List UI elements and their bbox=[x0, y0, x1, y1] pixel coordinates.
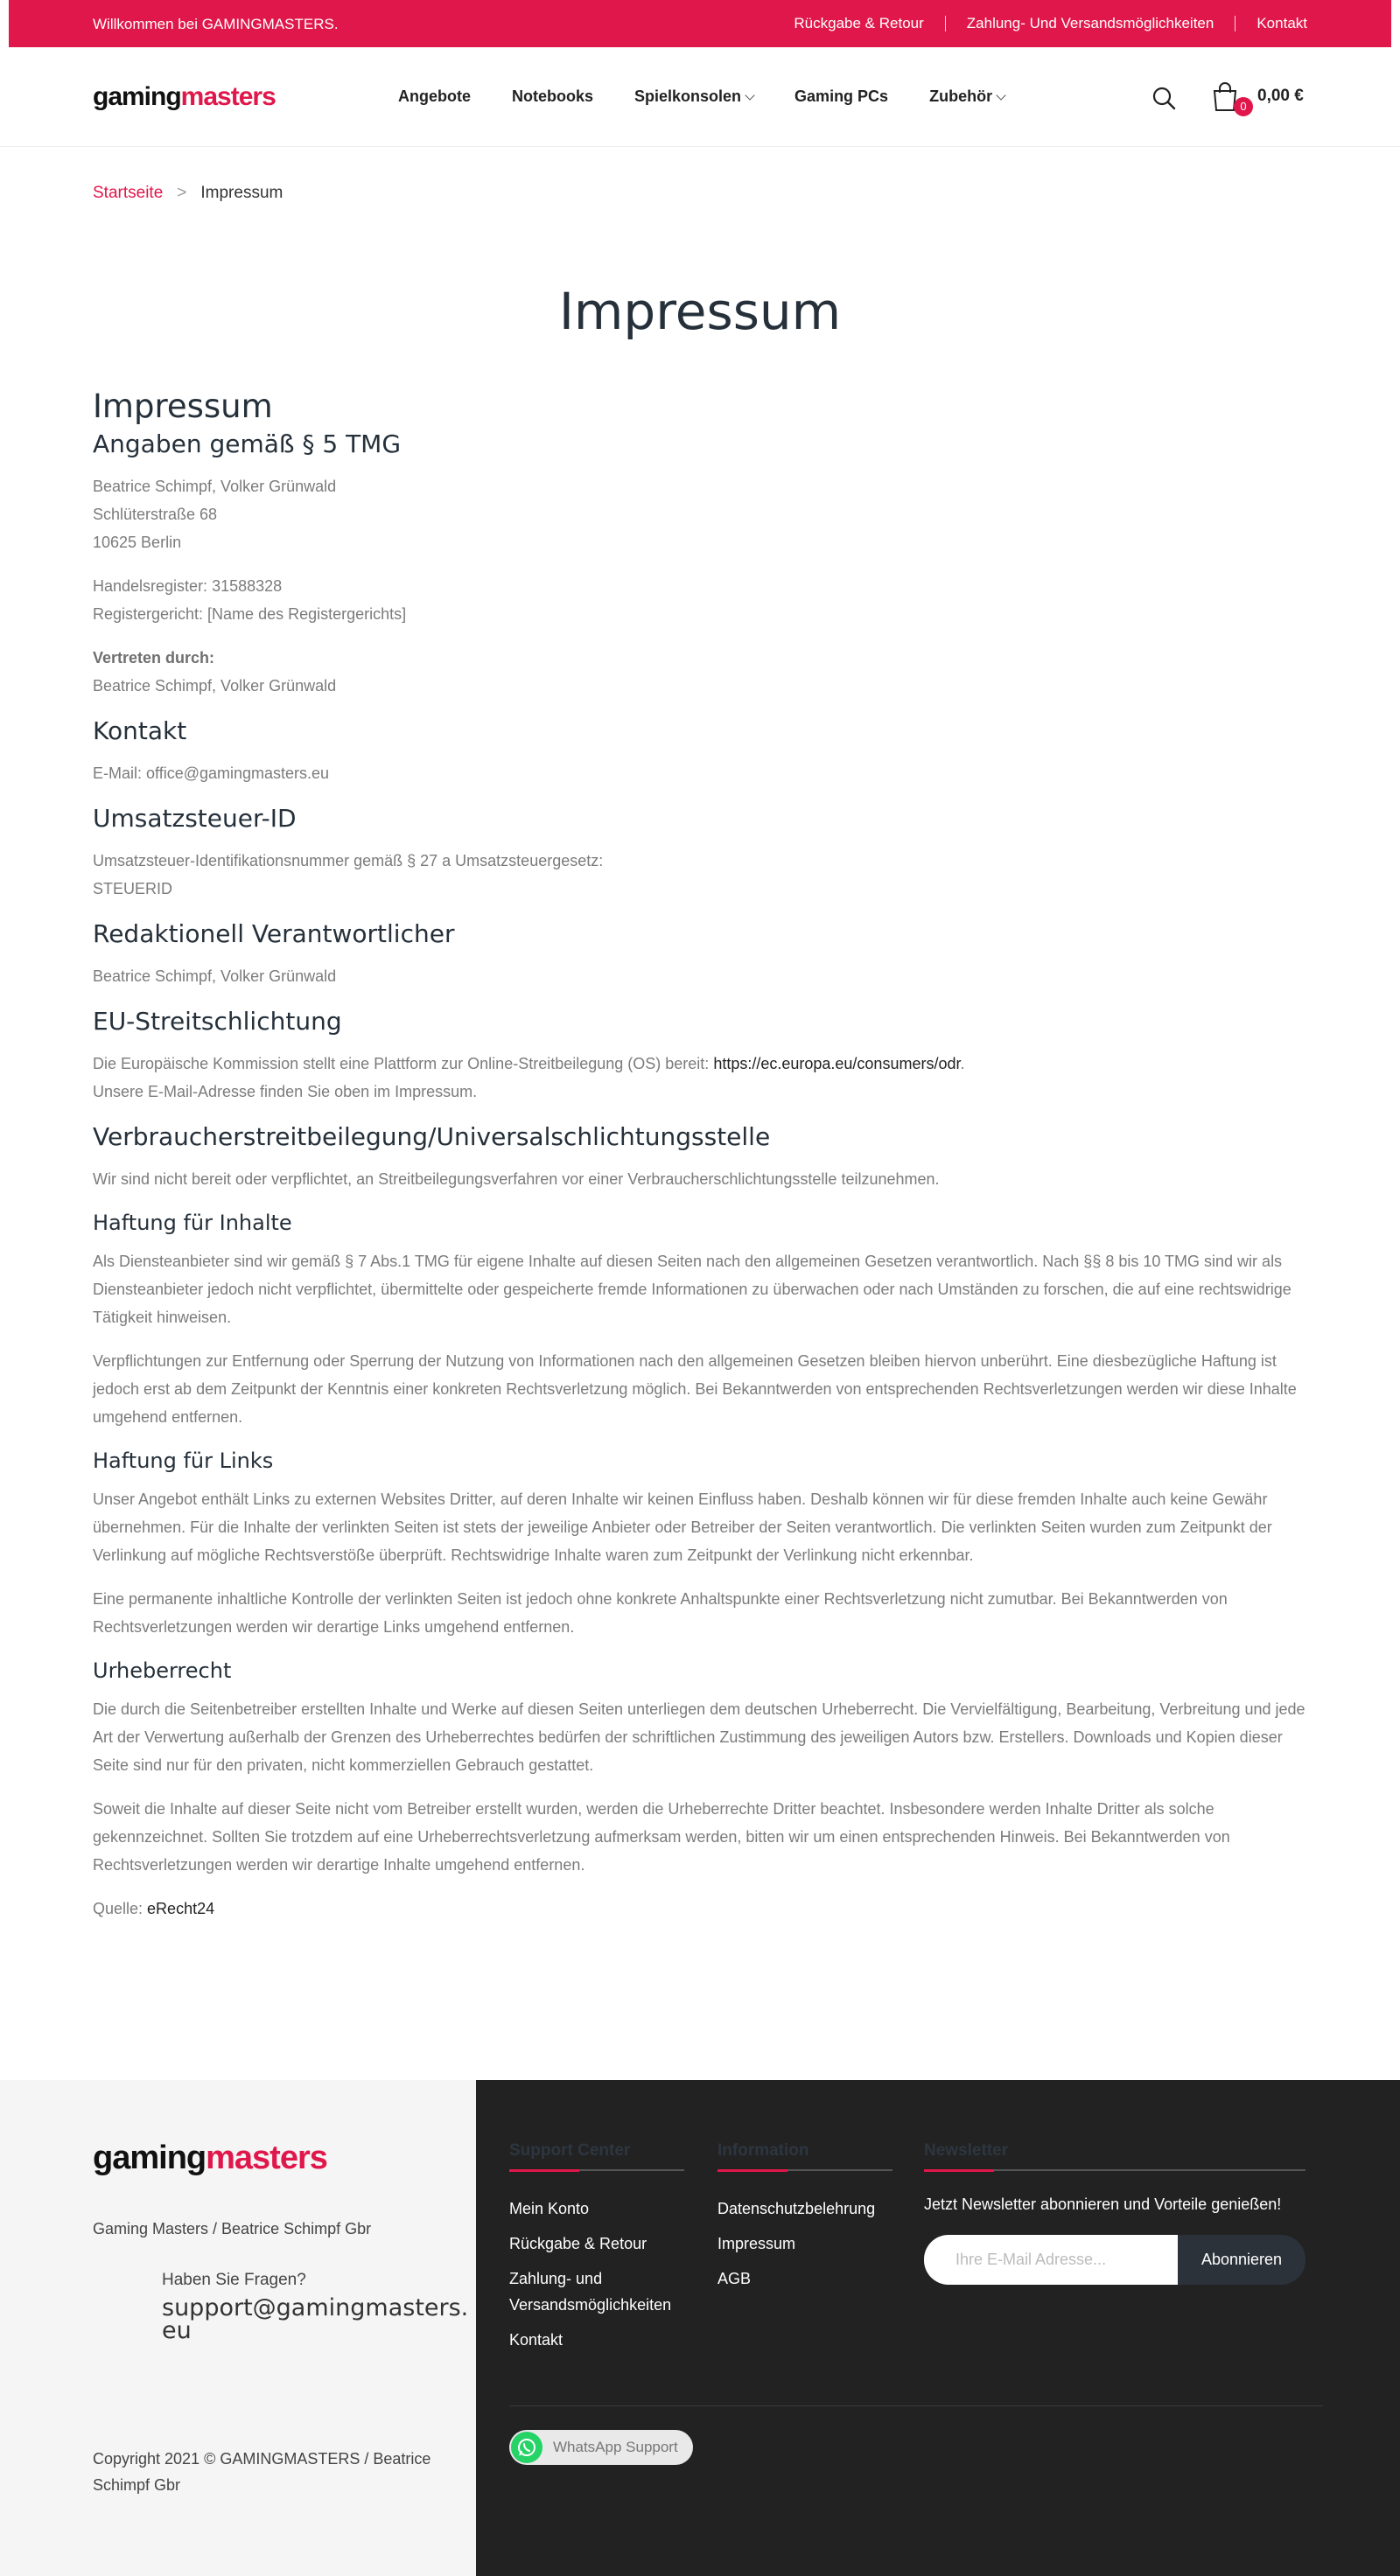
footer-link-privacy[interactable]: Datenschutzbelehrung bbox=[718, 2200, 876, 2217]
section-heading-copyright: Urheberrecht bbox=[93, 1658, 232, 1683]
top-bar bbox=[9, 0, 1391, 47]
footer-link-contact[interactable]: Kontakt bbox=[509, 2331, 564, 2349]
main-nav bbox=[398, 87, 1046, 106]
section-heading-tmg: Angaben gemäß § 5 TMG bbox=[93, 429, 402, 458]
consumer-text: Wir sind nicht bereit oder verpflichtet, an Streitbeilegungsverfahren vor einer Verbraucherschlichtungsstelle teilzunehmen. bbox=[93, 1170, 940, 1188]
site-header bbox=[0, 47, 1400, 147]
welcome-text: Willkommen bei GAMINGMASTERS. bbox=[93, 16, 339, 32]
top-link-payment-shipping[interactable]: Zahlung- Und Versandsmöglichkeiten bbox=[945, 16, 1236, 31]
footer-divider bbox=[509, 2169, 684, 2171]
footer-left bbox=[0, 2080, 476, 2576]
footer-logo[interactable]: gamingmasters bbox=[93, 2140, 327, 2176]
footer-divider bbox=[718, 2169, 892, 2171]
source-line: Quelle: eRecht24 bbox=[93, 1900, 215, 1917]
contact-email: E-Mail: office@gamingmasters.eu bbox=[93, 764, 330, 782]
chevron-down-icon bbox=[745, 90, 754, 100]
footer-heading-support: Support Center bbox=[509, 2141, 631, 2160]
nav-item-spielkonsolen[interactable]: Spielkonsolen bbox=[634, 87, 753, 106]
liability-links-p2: Eine permanente inhaltliche Kontrolle der verlinkten Seiten ist jedoch ohne konkrete Anhaltspunkte einer Rechtsverletzung nicht zumutbar. Bei Bekanntwerden von Rechtsverletzungen werden wir derartige Links umgehend entfernen. bbox=[93, 1590, 1228, 1636]
search-icon[interactable] bbox=[1152, 86, 1176, 110]
footer-link-payment-shipping[interactable]: Zahlung- und Versandsmöglichkeiten bbox=[509, 2270, 672, 2314]
eu-odr-link[interactable]: https://ec.europa.eu/consumers/odr bbox=[713, 1055, 961, 1072]
section-heading-consumer: Verbraucherstreitbeilegung/Universalschlichtungsstelle bbox=[93, 1122, 771, 1151]
footer-right bbox=[476, 2080, 1400, 2576]
newsletter-subscribe-button[interactable]: Abonnieren bbox=[1178, 2235, 1306, 2285]
section-heading-eu: EU-Streitschlichtung bbox=[93, 1007, 342, 1036]
page-title: Impressum bbox=[558, 282, 842, 341]
whatsapp-support-button[interactable] bbox=[509, 2430, 693, 2465]
newsletter-form bbox=[924, 2235, 1306, 2285]
footer-question: Haben Sie Fragen? bbox=[162, 2271, 306, 2289]
footer-col-information bbox=[718, 2141, 892, 2300]
section-heading-editor: Redaktionell Verantwortlicher bbox=[93, 919, 455, 948]
address-block: Beatrice Schimpf, Volker Grünwald Schlüterstraße 68 10625 Berlin bbox=[93, 478, 337, 551]
footer-col-newsletter bbox=[924, 2141, 1306, 2285]
footer-heading-newsletter: Newsletter bbox=[924, 2141, 1009, 2160]
footer-copyright: Copyright 2021 © GAMINGMASTERS / Beatrice Schimpf Gbr bbox=[93, 2450, 431, 2494]
footer-heading-information: Information bbox=[718, 2141, 809, 2160]
top-link-returns[interactable]: Rückgabe & Retour bbox=[794, 15, 924, 31]
footer-col-support bbox=[509, 2141, 684, 2362]
copyright-p2: Soweit die Inhalte auf dieser Seite nicht vom Betreiber erstellt wurden, werden die Urheberrechte Dritter beachtet. Insbesondere werden Inhalte Dritter als solche gekennzeichnet. Sollten Sie trotzdem auf eine Urheberrechtsverletzung aufmerksam werden, bitten wir um einen entsprechenden Hinweis. Bei Bekanntwerden von Rechtsverletzungen werden wir derartige Inhalte umgehend entfernen. bbox=[93, 1800, 1230, 1874]
top-link-contact[interactable]: Kontakt bbox=[1235, 16, 1307, 31]
footer-link-impressum[interactable]: Impressum bbox=[718, 2235, 796, 2252]
nav-item-angebote[interactable]: Angebote bbox=[398, 87, 471, 105]
footer-divider bbox=[924, 2169, 1306, 2171]
liability-content-p2: Verpflichtungen zur Entfernung oder Sperrung der Nutzung von Informationen nach den allgemeinen Gesetzen bleiben hiervon unberührt. Eine diesbezügliche Haftung ist jedoch erst ab dem Zeitpunkt der Kenntnis einer konkreten Rechtsverletzung möglich. Bei Bekanntwerden von entsprechenden Rechtsverletzungen werden wir diese Inhalte umgehend entfernen. bbox=[93, 1352, 1297, 1426]
footer-link-account[interactable]: Mein Konto bbox=[509, 2200, 590, 2217]
cart-count-badge: 0 bbox=[1234, 97, 1253, 116]
breadcrumb-home-link[interactable]: Startseite bbox=[93, 184, 164, 202]
top-links bbox=[773, 16, 1307, 31]
nav-item-notebooks[interactable]: Notebooks bbox=[512, 87, 594, 105]
footer-link-returns[interactable]: Rückgabe & Retour bbox=[509, 2235, 648, 2252]
chevron-down-icon bbox=[996, 90, 1005, 100]
breadcrumb-current: Impressum bbox=[200, 184, 284, 202]
copyright-p1: Die durch die Seitenbetreiber erstellten Inhalte und Werke auf diesen Seiten unterliegen dem deutschen Urheberrecht. Die Vervielfältigung, Bearbeitung, Verbreitung und jede Art der Verwertung außerhalb der Grenzen des Urheberrechtes bedürfen der schriftlichen Zustimmung des jeweiligen Autors bzw. Erstellers. Downloads und Kopien dieser Seite sind nur für den privaten, nicht kommerziellen Gebrauch gestattet. bbox=[93, 1700, 1306, 1774]
whatsapp-label: WhatsApp Support bbox=[553, 2439, 678, 2455]
liability-links-p1: Unser Angebot enthält Links zu externen Websites Dritter, auf deren Inhalte wir keinen Einfluss haben. Deshalb können wir für diese fremden Inhalte auch keine Gewähr übernehmen. Für die Inhalte der verlinkten Seiten ist stets der jeweilige Anbieter oder Betreiber der Seiten verantwortlich. Die verlinkten Seiten wurden zum Zeitpunkt der Verlinkung auf mögliche Rechtsverstöße überprüft. Rechtswidrige Inhalte waren zum Zeitpunkt der Verlinkung nicht erkennbar. bbox=[93, 1490, 1272, 1564]
newsletter-email-input[interactable] bbox=[924, 2235, 1186, 2285]
editor-text: Beatrice Schimpf, Volker Grünwald bbox=[93, 967, 337, 985]
nav-item-gaming-pcs[interactable]: Gaming PCs bbox=[794, 87, 889, 105]
footer-support-email[interactable]: support@gamingmasters.eu bbox=[162, 2294, 469, 2344]
section-heading-liability-links: Haftung für Links bbox=[93, 1449, 274, 1473]
register-block: Handelsregister: 31588328 Registergericht: [Name des Registergerichts] bbox=[93, 577, 407, 623]
site-logo[interactable]: gamingmasters bbox=[93, 82, 276, 111]
liability-content-p1: Als Diensteanbieter sind wir gemäß § 7 Abs.1 TMG für eigene Inhalte auf diesen Seiten nach den allgemeinen Gesetzen verantwortlich. Nach §§ 8 bis 10 TMG sind wir als Diensteanbieter jedoch nicht verpflichtet, übermittelte oder gespeicherte fremde Informationen zu überwachen oder nach Umständen zu forschen, die auf eine rechtswidrige Tätigkeit hinweisen. bbox=[93, 1253, 1292, 1326]
represented-block: Vertreten durch: Beatrice Schimpf, Volker Grünwald bbox=[93, 649, 337, 695]
section-heading-vat: Umsatzsteuer-ID bbox=[93, 804, 297, 833]
footer-company: Gaming Masters / Beatrice Schimpf Gbr bbox=[93, 2220, 372, 2237]
vat-block: Umsatzsteuer-Identifikationsnummer gemäß § 27 a Umsatzsteuergesetz: STEUERID bbox=[93, 852, 604, 897]
breadcrumb-separator: > bbox=[177, 184, 187, 202]
impressum-content bbox=[93, 385, 1309, 1938]
footer-link-agb[interactable]: AGB bbox=[718, 2270, 752, 2287]
footer-bottom-divider bbox=[509, 2405, 1323, 2406]
cart-total[interactable]: 0,00 € bbox=[1257, 87, 1304, 105]
eu-block: Die Europäische Kommission stellt eine Plattform zur Online-Streitbeilegung (OS) bereit: https://ec.europa.eu/consumers/odr. Unsere E-Mail-Adresse finden Sie oben im Impressum. bbox=[93, 1055, 965, 1100]
section-heading-liability-content: Haftung für Inhalte bbox=[93, 1211, 292, 1235]
newsletter-text: Jetzt Newsletter abonnieren und Vorteile genießen! bbox=[924, 2196, 1282, 2213]
source-link[interactable]: eRecht24 bbox=[147, 1900, 215, 1917]
section-heading-contact: Kontakt bbox=[93, 716, 187, 745]
breadcrumb bbox=[93, 184, 283, 203]
nav-item-zubehoer[interactable]: Zubehör bbox=[929, 87, 1004, 106]
content-heading: Impressum bbox=[93, 387, 273, 425]
whatsapp-icon bbox=[511, 2432, 542, 2463]
